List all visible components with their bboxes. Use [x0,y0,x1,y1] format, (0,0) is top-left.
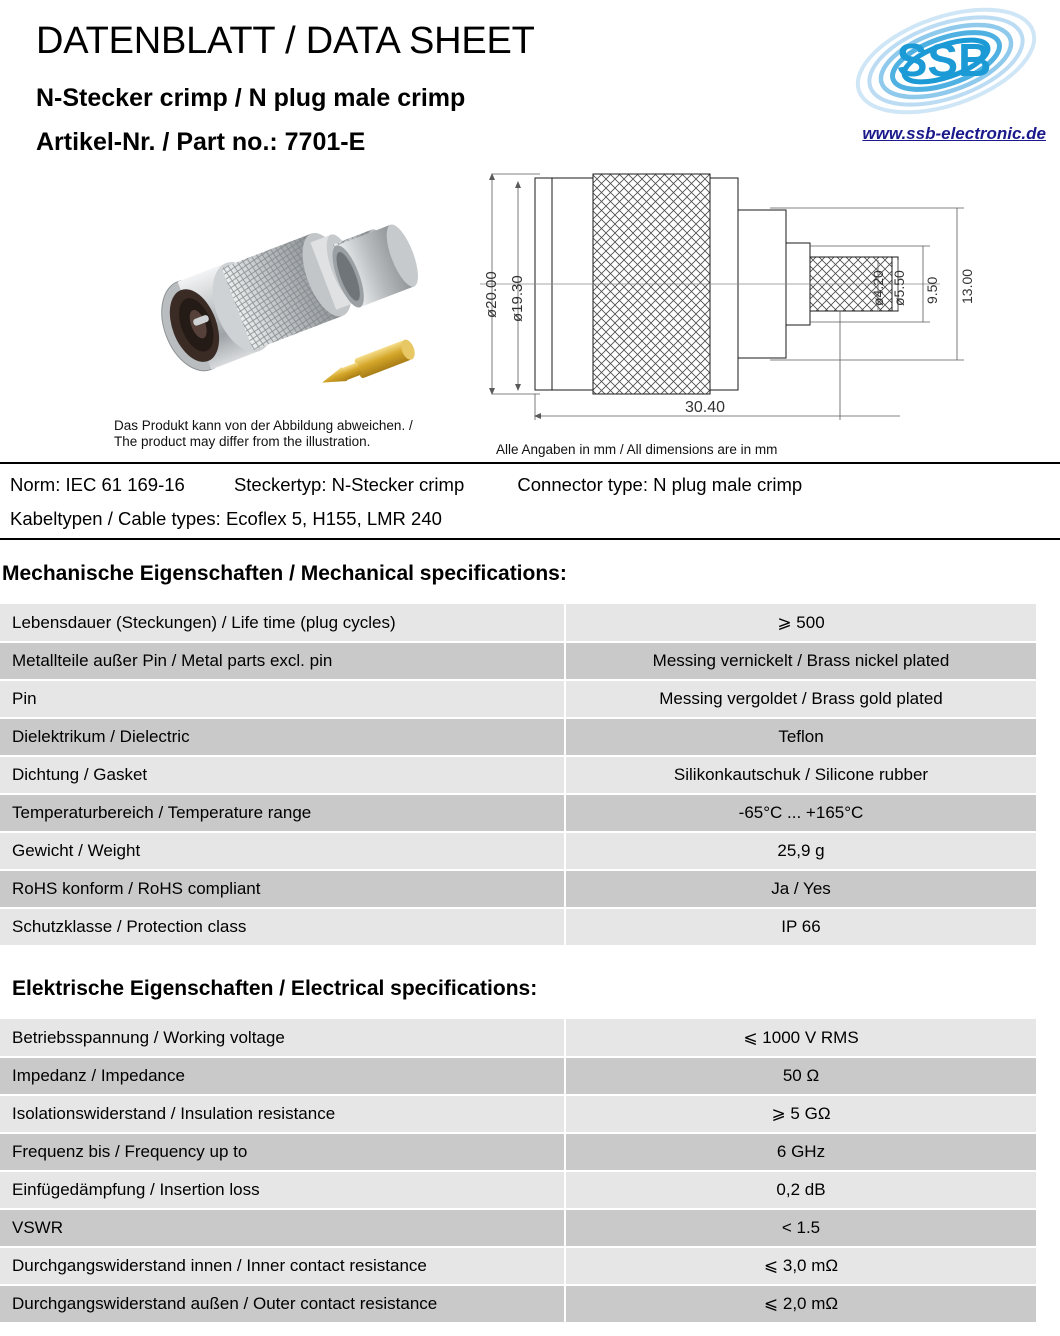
spec-value: 6 GHz [565,1133,1037,1171]
table-row [0,1247,1037,1285]
dimension-sleeve-length: 9.50 [924,276,940,304]
product-photo [120,178,430,413]
norm-cable-types: Kabeltypen / Cable types: Ecoflex 5, H155, LMR 240 [10,508,442,529]
product-name: N-Stecker crimp / N plug male crimp [36,84,466,112]
spec-label: Frequenz bis / Frequency up to [0,1133,565,1171]
ssb-logo [846,6,1046,121]
table-row [0,604,1037,642]
spec-value: ⩽ 1000 V RMS [565,1019,1037,1057]
electrical-table [0,1019,1038,1324]
table-row [0,1019,1037,1057]
spec-label: VSWR [0,1209,565,1247]
table-row [0,1285,1037,1323]
divider-bottom [0,538,1060,540]
media-section [0,170,1060,462]
spec-value: 0,2 dB [565,1171,1037,1209]
electrical-table-body [0,1019,1037,1323]
norm-standard: Norm: IEC 61 169-16 [10,474,185,495]
technical-drawing [480,170,1000,425]
part-number: Artikel-Nr. / Part no.: 7701-E [36,128,366,156]
spec-label: Isolationswiderstand / Insulation resistance [0,1095,565,1133]
spec-value: ⩾ 500 [565,604,1037,642]
mechanical-table [0,604,1038,947]
spec-value: Ja / Yes [565,870,1037,908]
spec-label: Einfügedämpfung / Insertion loss [0,1171,565,1209]
spec-label: Pin [0,680,565,718]
dimension-body-diameter: ø19.30 [509,275,526,322]
norm-section [0,464,1060,538]
spec-label: Schutzklasse / Protection class [0,908,565,946]
table-row [0,756,1037,794]
spec-value: -65°C ... +165°C [565,794,1037,832]
spec-label: Betriebsspannung / Working voltage [0,1019,565,1057]
table-row [0,1095,1037,1133]
table-row [0,1171,1037,1209]
spec-value: ⩾ 5 GΩ [565,1095,1037,1133]
spec-value: Messing vernickelt / Brass nickel plated [565,642,1037,680]
table-row [0,794,1037,832]
spec-value: < 1.5 [565,1209,1037,1247]
dimension-pin-diameter: ø4.20 [870,270,886,306]
website-link[interactable]: www.ssb-electronic.de [862,124,1046,143]
table-row [0,642,1037,680]
spec-label: Durchgangswiderstand außen / Outer contact resistance [0,1285,565,1323]
table-row [0,718,1037,756]
photo-caption [114,418,413,450]
spec-label: RoHS konform / RoHS compliant [0,870,565,908]
norm-connector-type-en: Connector type: N plug male crimp [517,474,803,495]
page-title: DATENBLATT / DATA SHEET [36,20,535,62]
table-row [0,680,1037,718]
spec-label: Lebensdauer (Steckungen) / Life time (plug cycles) [0,604,565,642]
spec-value: 25,9 g [565,832,1037,870]
spec-value: Silikonkautschuk / Silicone rubber [565,756,1037,794]
table-row [0,832,1037,870]
spec-value: Teflon [565,718,1037,756]
electrical-heading: Elektrische Eigenschaften / Electrical specifications: [12,977,538,1000]
spec-label: Impedanz / Impedance [0,1057,565,1095]
spec-label: Metallteile außer Pin / Metal parts excl. pin [0,642,565,680]
product-photo-illustration [120,178,430,413]
mechanical-table-body [0,604,1037,946]
norm-connector-type-de: Steckertyp: N-Stecker crimp [233,474,465,495]
photo-caption-de: Das Produkt kann von der Abbildung abweichen. / [114,418,413,433]
spec-value: 50 Ω [565,1057,1037,1095]
spec-label: Dichtung / Gasket [0,756,565,794]
dimension-outer-diameter: ø20.00 [483,271,500,318]
ssb-logo-icon [846,6,1046,121]
drawing-caption: Alle Angaben in mm / All dimensions are in mm [496,442,778,457]
table-row [0,870,1037,908]
spec-value: ⩽ 2,0 mΩ [565,1285,1037,1323]
page-header [0,0,1060,170]
spec-value: Messing vergoldet / Brass gold plated [565,680,1037,718]
table-row [0,1209,1037,1247]
dimension-total-length: 30.40 [684,399,726,416]
dimension-tail-length: 13.00 [959,268,975,304]
spec-label: Temperaturbereich / Temperature range [0,794,565,832]
table-row [0,908,1037,946]
mechanical-heading: Mechanische Eigenschaften / Mechanical specifications: [2,562,567,585]
technical-drawing-svg [480,170,1000,425]
photo-caption-en: The product may differ from the illustration. [114,434,371,449]
spec-label: Durchgangswiderstand innen / Inner contact resistance [0,1247,565,1285]
spec-value: ⩽ 3,0 mΩ [565,1247,1037,1285]
spec-label: Dielektrikum / Dielectric [0,718,565,756]
ssb-logo-wordmark: SSB [896,34,992,86]
dimension-sleeve-diameter: ø5.50 [891,270,907,306]
table-row [0,1057,1037,1095]
spec-label: Gewicht / Weight [0,832,565,870]
spec-value: IP 66 [565,908,1037,946]
table-row [0,1133,1037,1171]
